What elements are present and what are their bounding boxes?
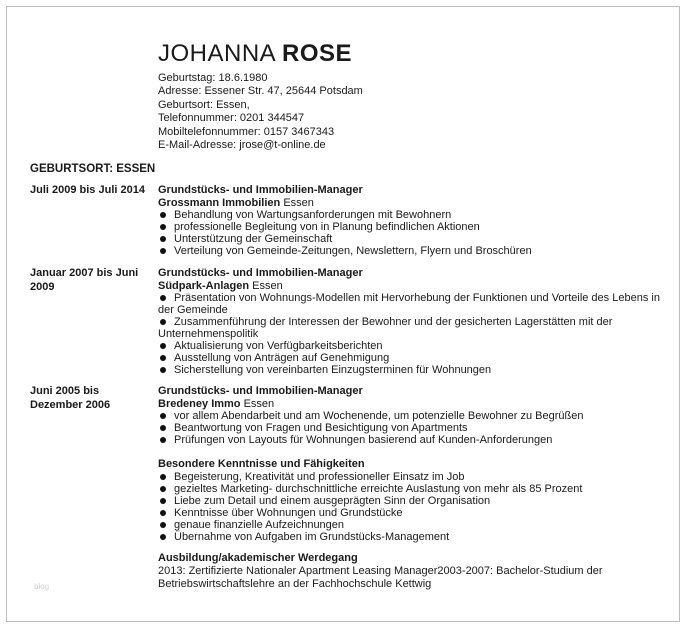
bullet-icon [160,437,166,443]
skills-list [158,471,658,543]
education-title: Ausbildung/akademischer Werdegang [158,552,358,564]
bullet-icon [160,236,166,242]
bullet-icon [160,425,166,431]
job-date: Juli 2009 bis Juli 2014 [30,184,145,196]
last-name: ROSE [282,40,353,67]
company-name: Grossmann Immobilien [158,196,281,209]
company-name: Südpark-Anlagen [158,279,250,292]
list-item: Unterstützung der Gemeinschaft [158,233,660,245]
list-item: Liebe zum Detail und einem ausgeprägten Sinn der Organisation [158,495,658,507]
company-city: Essen [252,279,283,292]
contact-details [158,72,363,152]
list-item: vor allem Abendarbeit und am Wochenende, um potenzielle Bewohner zu Begrüßen [158,410,660,422]
skills-section [158,458,658,543]
bullet-icon [160,212,166,218]
education-section [158,552,658,590]
job-role: Grundstücks- und Immobilien-Manager [158,184,363,196]
job-role: Grundstücks- und Immobilien-Manager [158,385,363,397]
company-name: Bredeney Immo [158,397,241,410]
phone: Telefonnummer: 0201 344547 [158,112,305,125]
watermark: blog [34,582,50,591]
birthplace: Geburtsort: Essen, [158,98,250,111]
company-city: Essen [283,196,314,209]
job-date: Juni 2005 bis Dezember 2006 [30,385,111,411]
job-bullets [158,209,660,257]
candidate-name [158,40,363,68]
bullet-icon [160,367,166,373]
list-item: Prüfungen von Layouts für Wohnungen basierend auf Kunden-Anforderungen [158,434,660,446]
job-date: Januar 2007 bis Juni 2009 [30,267,139,293]
bullet-icon [160,522,166,528]
mobile: Mobiltelefonnummer: 0157 3467343 [158,125,335,138]
job-company [158,398,660,411]
bullet-icon [160,343,166,349]
bullet-icon [160,319,166,325]
list-item: Aktualisierung von Verfügbarkeitsberichten [158,340,660,352]
list-item: genaue finanzielle Aufzeichnungen [158,519,658,531]
list-item: professionelle Begleitung von in Planung befindlichen Aktionen [158,221,660,233]
job-entry [30,385,660,446]
bullet-icon [160,534,166,540]
bullet-icon [160,498,166,504]
company-city: Essen [243,397,275,410]
bullet-icon [160,295,166,301]
job-company [158,197,660,210]
first-name: JOHANNA [158,40,275,67]
list-item: Sicherstellung von vereinbarten Einzugsterminen für Wohnungen [158,364,660,376]
birthday: Geburtstag: 18.6.1980 [158,72,268,84]
job-bullets [158,410,660,446]
section-title: GEBURTSORT: ESSEN [30,163,156,175]
job-entry [30,184,660,257]
list-item: Beantwortung von Fragen und Besichtigung von Apartments [158,422,660,434]
bullet-icon [160,355,166,361]
list-item: Präsentation von Wohnungs-Modellen mit Hervorhebung der Funktionen und Vorteile des Lebens in der Gemeinde [158,292,660,316]
bullet-icon [160,248,166,254]
skills-title: Besondere Kenntnisse und Fähigkeiten [158,458,365,470]
bullet-icon [160,510,166,516]
list-item: Zusammenführung der Interessen der Bewohner und der gesicherten Lagerstätten mit der Unternehmenspolitik [158,316,613,340]
education-text: 2013: Zertifizierte Nationaler Apartment Leasing Manager2003-2007: Bachelor-Studium der Betriebswirtschaftslehre an der Fachhochschule Kettwig [158,565,603,590]
list-item: gezieltes Marketing- durchschnittliche erreichte Auslastung von mehr als 85 Prozent [158,483,658,495]
address: Adresse: Essener Str. 47, 25644 Potsdam [158,85,363,98]
resume-header [158,40,363,152]
job-role: Grundstücks- und Immobilien-Manager [158,267,363,279]
list-item: Ausstellung von Anträgen auf Genehmigung [158,352,660,364]
list-item: Behandlung von Wartungsanforderungen mit Bewohnern [158,209,660,221]
job-company [158,280,660,293]
bullet-icon [160,474,166,480]
job-bullets [158,292,660,376]
list-item: Übernahme von Aufgaben im Grundstücks-Management [158,531,658,543]
list-item: Begeisterung, Kreativität und professioneller Einsatz im Job [158,471,658,483]
bullet-icon [160,224,166,230]
job-entry [30,267,660,376]
email: E-Mail-Adresse: jrose@t-online.de [158,139,326,152]
list-item: Kenntnisse über Wohnungen und Grundstücke [158,507,658,519]
list-item: Verteilung von Gemeinde-Zeitungen, Newslettern, Flyern und Broschüren [158,245,660,257]
bullet-icon [160,413,166,419]
bullet-icon [160,486,166,492]
